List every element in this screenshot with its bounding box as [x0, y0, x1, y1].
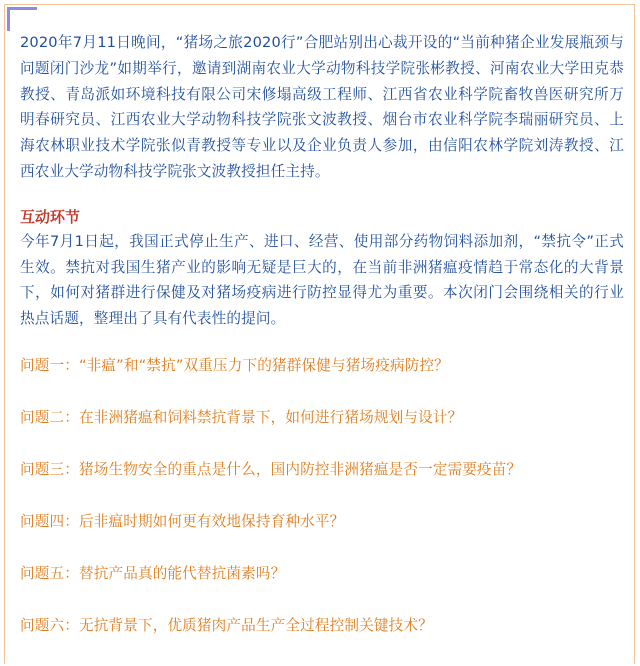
- section-heading: 互动环节: [20, 207, 81, 226]
- question-item: 问题一：“非瘟”和“禁抗”双重压力下的猪群保健与猪场疫病防控？: [20, 356, 449, 374]
- question-item: 问题五：替抗产品真的能代替抗菌素吗？: [20, 564, 286, 582]
- corner-accent-decoration: [7, 7, 37, 31]
- section-paragraph: 今年7月1日起，我国正式停止生产、进口、经营、使用部分药物饲料添加剂，“禁抗令”正式生效。禁抗对我国生猪产业的影响无疑是巨大的，在当前非洲猪瘟疫情趋于常态化的大背景下，如何对猪群进行保健及对猪场疫病进行防控显得尤为重要。本次闭门会围绕相关的行业热点话题，整理出了具有代表性的提问。: [20, 232, 624, 328]
- question-list: [20, 354, 624, 638]
- question-item: 问题四：后非瘟时期如何更有效地保持育种水平？: [20, 512, 345, 530]
- question-item: 问题二：在非洲猪瘟和饲料禁抗背景下，如何进行猪场规划与设计？: [20, 408, 463, 426]
- intro-paragraph: 2020年7月11日晚间，“猪场之旅2020行”合肥站别出心裁开设的“当前种猪企业发展瓶颈与问题闭门沙龙”如期举行，邀请到湖南农业大学动物科技学院张彬教授、河南农业大学田克恭教授、青岛派如环境科技有限公司宋修塌高级工程师、江西省农业科学院畜牧兽医研究所万明春研究员、江西农业大学动物科技学院张文波教授、烟台市农业科学院李瑞丽研究员、上海农林职业技术学院张似青教授等专业以及企业负责人参加，由信阳农林学院刘涛教授、江西农业大学动物科技学院张文波教授担任主持。: [20, 34, 624, 180]
- question-item: 问题三：猪场生物安全的重点是什么，国内防控非洲猪瘟是否一定需要疫苗？: [20, 460, 522, 478]
- question-item: 问题六：无抗背景下，优质猪肉产品生产全过程控制关键技术？: [20, 616, 433, 634]
- article-content: [20, 30, 624, 666]
